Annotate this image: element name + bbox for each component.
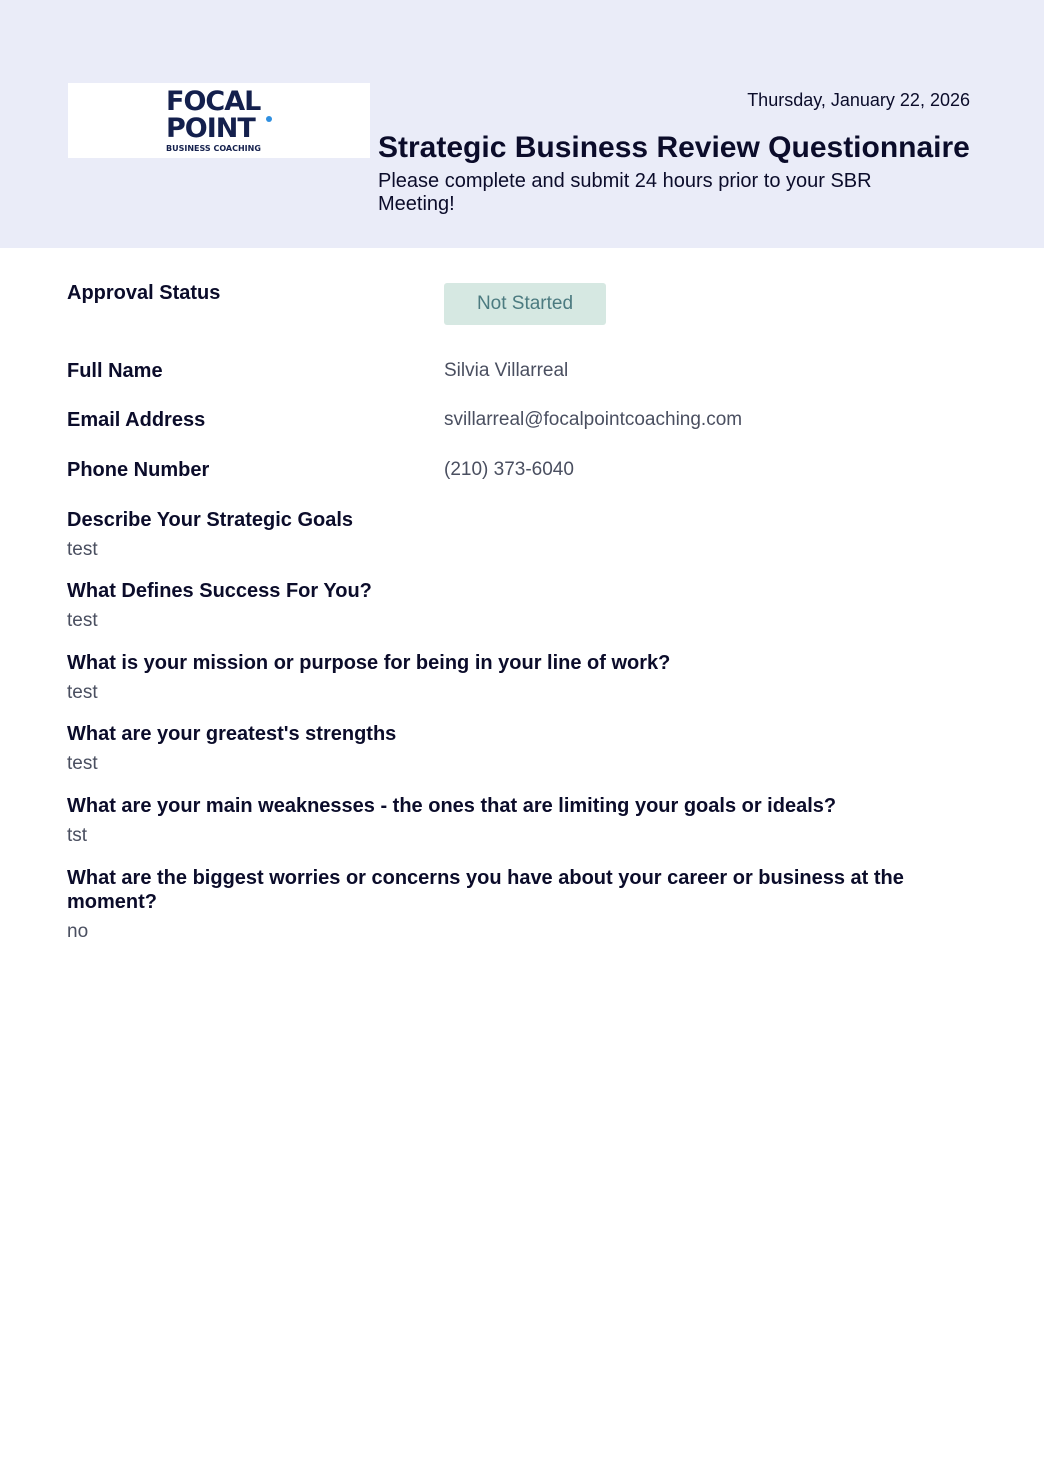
- phone-value: (210) 373-6040: [444, 459, 574, 480]
- email-label: Email Address: [67, 409, 206, 431]
- question-label: Describe Your Strategic Goals: [67, 509, 354, 531]
- full-name-value: Silvia Villarreal: [444, 360, 569, 381]
- question-answer: test: [67, 682, 98, 703]
- question-block: [67, 579, 947, 633]
- full-name-label: Full Name: [67, 360, 163, 382]
- phone-label: Phone Number: [67, 459, 210, 481]
- question-label: What are the biggest worries or concerns you have about your career or business at the moment?: [67, 867, 904, 913]
- email-value: svillarreal@focalpointcoaching.com: [444, 409, 743, 430]
- status-badge: Not Started: [444, 283, 606, 325]
- header-banner: [0, 0, 1044, 248]
- question-answer: no: [67, 921, 89, 942]
- question-block: [67, 722, 947, 776]
- logo-wordmark: [166, 88, 276, 142]
- question-answer: tst: [67, 825, 88, 846]
- question-answer: test: [67, 610, 98, 631]
- logo-dot-icon: [266, 116, 272, 122]
- logo-line-focal: FOCAL: [166, 86, 261, 117]
- document-date: Thursday, January 22, 2026: [747, 90, 970, 110]
- question-block: [67, 651, 947, 705]
- logo-subtitle: BUSINESS COACHING: [166, 144, 261, 153]
- question-label: What are your main weaknesses - the ones that are limiting your goals or ideals?: [67, 795, 837, 817]
- question-label: What is your mission or purpose for being in your line of work?: [67, 652, 671, 674]
- page-subtitle: Please complete and submit 24 hours prior to your SBR Meeting!: [378, 170, 872, 215]
- question-answer: test: [67, 753, 98, 774]
- question-block: [67, 866, 947, 944]
- question-answer: test: [67, 539, 98, 560]
- question-block: [67, 508, 947, 562]
- question-label: What Defines Success For You?: [67, 580, 372, 602]
- approval-status-label: Approval Status: [67, 282, 221, 304]
- logo-line-point: POINT: [166, 113, 255, 144]
- question-block: [67, 794, 947, 848]
- question-label: What are your greatest's strengths: [67, 723, 397, 745]
- company-logo: [68, 83, 370, 158]
- page-title: Strategic Business Review Questionnaire: [378, 131, 970, 164]
